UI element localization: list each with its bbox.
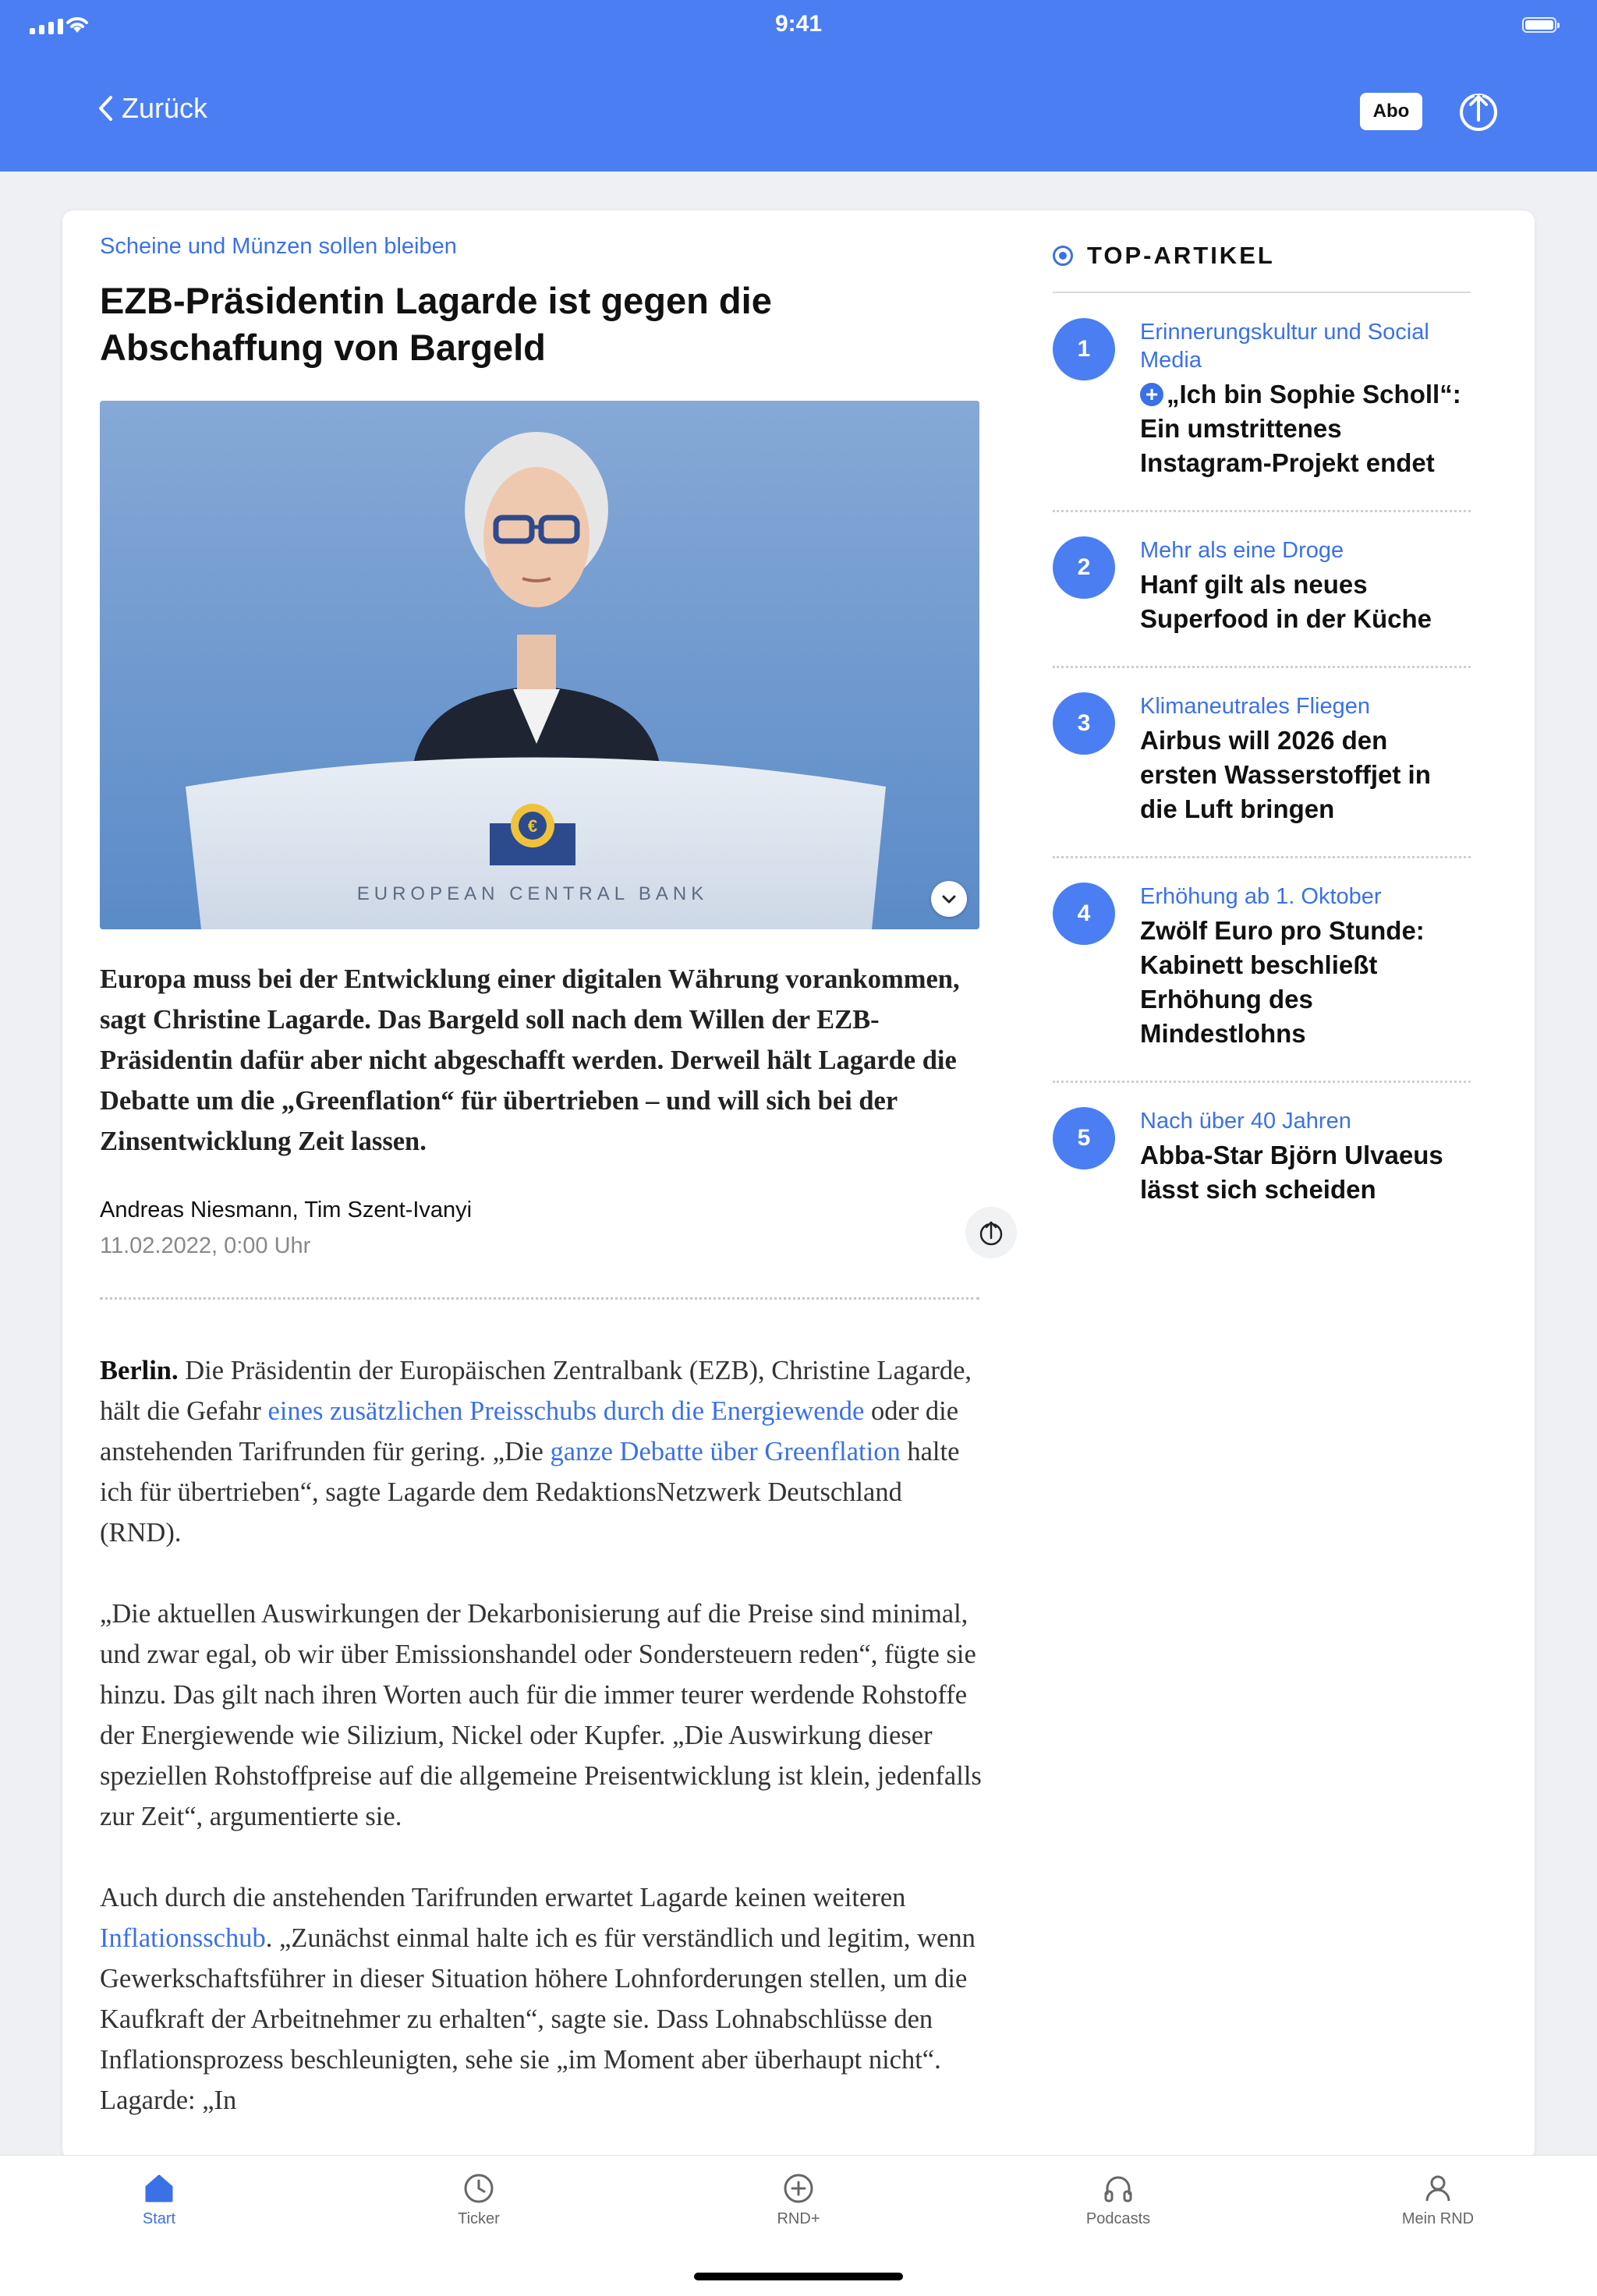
tab-ticker[interactable] <box>401 2171 557 2228</box>
radio-dot-icon <box>1053 246 1073 266</box>
link-greenflation[interactable]: ganze Debatte über Greenflation <box>550 1437 901 1466</box>
abo-button[interactable]: Abo <box>1360 93 1422 130</box>
expand-caption-button[interactable] <box>931 881 967 917</box>
top-article-title: Zwölf Euro pro Stunde: Kabinett beschließt Erhöhung des Mindestlohns <box>1140 916 1425 1048</box>
top-articles-title: TOP-ARTIKEL <box>1087 242 1275 269</box>
tab-mein-rnd[interactable] <box>1360 2171 1516 2228</box>
top-article-kicker: Erinnerungskultur und Social Media <box>1140 320 1429 373</box>
status-time: 9:41 <box>774 11 823 37</box>
rank-badge: 3 <box>1053 692 1115 755</box>
rank-badge: 1 <box>1053 318 1115 380</box>
tab-podcasts[interactable] <box>1040 2171 1196 2228</box>
battery-icon <box>1522 17 1556 33</box>
chevron-left-icon <box>97 94 114 122</box>
podium-text: EUROPEAN CENTRAL BANK <box>356 883 709 904</box>
hero-image[interactable] <box>100 401 979 929</box>
share-icon[interactable] <box>1458 89 1499 133</box>
paragraph-2: „Die aktuellen Auswirkungen der Dekarbonisierung auf die Preise sind minimal, und zwar egal, ob wir über Emissionshandel oder Sondersteuern reden“, fügte sie hinzu. Das gilt nach ihren Worten auch für die immer teurer werdende Rohstoffe der Energiewende wie Silizium, Nickel oder Kupfer. „Die Auswirkung dieser speziellen Rohstoffpreise auf die allgemeine Preisentwicklung ist klein, jedenfalls zur Zeit“, argumentierte sie. <box>100 1599 982 1831</box>
tab-label: RND+ <box>777 2210 820 2227</box>
tab-label: Mein RND <box>1401 2210 1475 2227</box>
dateline: Berlin. <box>100 1356 179 1385</box>
text: oder die anstehenden Tarifrunden für gering. „Die <box>100 1396 959 1466</box>
article-date: 11.02.2022, 0:00 Uhr <box>100 1233 311 1258</box>
article-kicker[interactable]: Scheine und Münzen sollen bleiben <box>100 234 457 259</box>
back-button[interactable] <box>97 92 207 125</box>
home-indicator[interactable] <box>694 2273 903 2280</box>
tab-start[interactable] <box>81 2171 237 2228</box>
article-share-button[interactable] <box>965 1207 1017 1258</box>
rank-badge: 2 <box>1053 536 1115 599</box>
clock-icon <box>462 2171 496 2206</box>
divider <box>100 1297 979 1300</box>
article-body <box>100 1350 984 2160</box>
link-preisschub[interactable]: eines zusätzlichen Preisschubs durch die Energiewende <box>267 1396 865 1426</box>
article-teaser: Europa muss bei der Entwicklung einer digitalen Währung vorankommen, sagt Christine Lagarde. Das Bargeld soll nach dem Willen der EZB-Präsidentin dafür aber nicht abgeschafft werden. Derweil hält Lagarde die Debatte um die „Greenflation“ für übertrieben – und will sich bei der Zinsentwicklung Zeit lassen. <box>100 964 960 1156</box>
text: halte ich für übertrieben“, sagte Lagarde dem RedaktionsNetzwerk Deutschland (RND). <box>100 1437 960 1548</box>
tab-rnd-plus[interactable] <box>721 2171 876 2228</box>
svg-text:€: € <box>527 816 538 836</box>
home-icon <box>142 2171 176 2206</box>
top-article-kicker: Nach über 40 Jahren <box>1140 1109 1351 1134</box>
chevron-down-icon <box>941 893 957 904</box>
top-articles-heading <box>1053 242 1275 270</box>
top-article-kicker: Erhöhung ab 1. Oktober <box>1140 884 1382 909</box>
divider <box>1053 856 1471 858</box>
tab-label: Podcasts <box>1085 2210 1151 2227</box>
text: Auch durch die anstehenden Tarifrunden erwartet Lagarde keinen weiteren <box>100 1883 906 1912</box>
paragraph-1 <box>100 1350 984 1553</box>
divider <box>1053 292 1471 293</box>
top-article-title: Airbus will 2026 den ersten Wasserstoffjet in die Luft bringen <box>1140 726 1431 823</box>
paragraph-3 <box>100 1877 984 2121</box>
rank-badge: 4 <box>1053 883 1115 945</box>
divider <box>1053 666 1471 668</box>
tab-label: Ticker <box>458 2210 500 2227</box>
user-icon <box>1421 2171 1455 2206</box>
share-icon <box>978 1219 1004 1246</box>
top-article-title-text: „Ich bin Sophie Scholl“: Ein umstrittenes Instagram-Projekt endet <box>1140 380 1461 477</box>
rank-badge: 5 <box>1053 1107 1115 1169</box>
link-inflationsschub[interactable]: Inflationsschub <box>100 1923 266 1953</box>
top-article-kicker: Mehr als eine Droge <box>1140 538 1344 563</box>
top-article-title <box>1140 377 1468 480</box>
article-authors: Andreas Niesmann, Tim Szent-Ivanyi <box>100 1198 473 1222</box>
lagarde-podium-illustration <box>100 401 979 929</box>
plus-circle-icon <box>781 2171 816 2206</box>
text: Die Präsidentin der Europäischen Zentralbank (EZB), Christine Lagarde, hält die Gefahr <box>100 1356 972 1426</box>
text: . „Zunächst einmal halte ich es für verständlich und legitim, wenn Gewerkschaftsführer in dieser Situation höhere Lohnforderungen stellen, um die Kaufkraft der Arbeitnehmer zu erhalten“, sagte sie. Dass Lohnabschlüsse den Inflationsprozess beschleunigten, sehe sie „im Moment aber überhaupt nicht“. Lagarde: „In <box>100 1923 976 2115</box>
top-article-title: Abba-Star Björn Ulvaeus lässt sich scheiden <box>1140 1141 1443 1204</box>
top-article-title: Hanf gilt als neues Superfood in der Küche <box>1140 570 1432 633</box>
top-article-kicker: Klimaneutrales Fliegen <box>1140 694 1370 719</box>
rnd-plus-icon: + <box>1140 383 1163 406</box>
back-label: Zurück <box>122 92 208 124</box>
headphones-icon <box>1101 2171 1135 2206</box>
tab-label: Start <box>142 2210 176 2227</box>
article-title: EZB-Präsidentin Lagarde ist gegen die Abschaffung von Bargeld <box>100 280 772 368</box>
divider <box>1053 510 1471 512</box>
app-header <box>0 0 1597 172</box>
divider <box>1053 1081 1471 1083</box>
content-card <box>62 210 1535 2160</box>
